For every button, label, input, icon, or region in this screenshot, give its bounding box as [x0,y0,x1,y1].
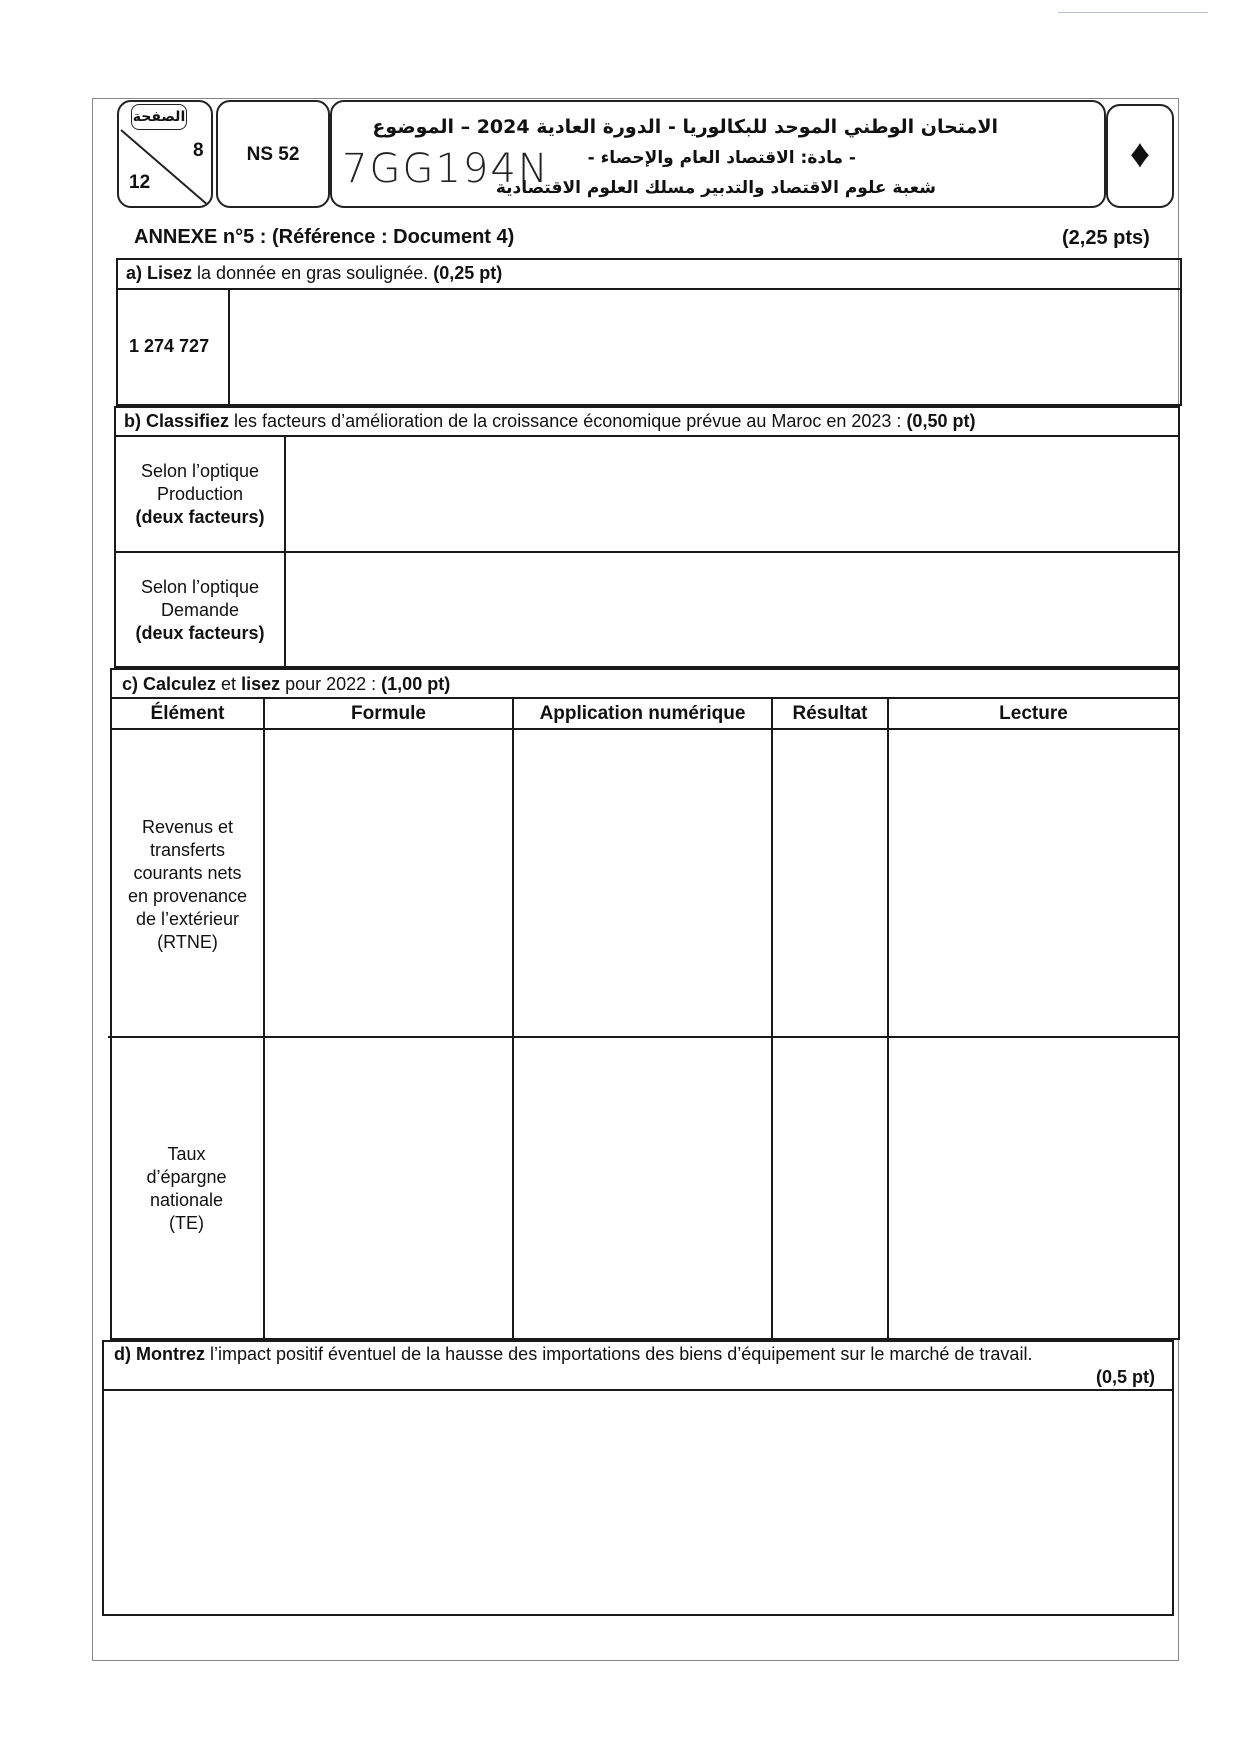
diamond-icon: ♦ [1129,132,1151,176]
handwritten-code: 7GG194N [342,146,550,192]
page-label: الصفحة [131,104,187,130]
section-a-verb: Lisez [147,263,193,283]
section-b-divider [114,435,1180,437]
rtne-line3: courants nets [133,863,242,883]
page-current: 8 [193,140,204,161]
annexe-title: ANNEXE n°5 : (Référence : Document 4) [134,226,515,248]
section-b-points: (0,50 pt) [906,411,976,431]
section-c-letter: c) [122,674,144,694]
col-line-3 [771,698,773,1340]
rtne-line2: transferts [149,840,226,860]
col-line-2 [512,698,514,1340]
rtne-line5: de l’extérieur [135,909,240,929]
exam-title-line1: الامتحان الوطني الموحد للبكالوريا - الدورة العادية 2024 – الموضوع [372,116,998,138]
exam-title-box [330,100,1106,208]
rtne-label [112,816,263,954]
diamond-box [1106,104,1174,208]
page-number-box [117,100,213,208]
header-element: Élément [150,703,225,724]
demande-answer-area[interactable] [288,554,1178,666]
optique-production-label [116,460,284,529]
section-b-letter: b) [124,411,146,431]
optique-demande-line3: (deux facteurs) [135,623,265,643]
te-line1: Taux [167,1144,206,1164]
section-d-points: (0,5 pt) [1096,1367,1156,1387]
section-c-row-divider [108,1036,1180,1038]
section-c-points: (1,00 pt) [381,674,451,694]
te-label [110,1143,263,1235]
section-a-text: la donnée en gras soulignée. [192,263,434,283]
te-application-cell[interactable] [515,1039,770,1338]
te-line3: nationale [149,1190,224,1210]
section-c-mid: et [216,674,242,694]
section-b-text: les facteurs d’amélioration de la croissance économique prévue au Maroc en 2023 : [229,411,907,431]
section-a-letter: a) [126,263,148,283]
section-d-verb: Montrez [136,1344,205,1364]
te-formule-cell[interactable] [266,1039,511,1338]
header-application: Application numérique [539,703,746,724]
section-b-verb: Classifiez [146,411,230,431]
section-d-question [114,1344,1032,1365]
section-c-question [122,674,450,695]
section-a-value: 1 274 727 [129,336,210,356]
section-d-answer-area[interactable] [104,1392,1172,1614]
optique-demande-line1: Selon l’optique [140,577,260,597]
section-b-question [124,411,975,432]
te-line2: d’épargne [146,1167,227,1187]
optique-production-line3: (deux facteurs) [135,507,265,527]
annexe-points: (2,25 pts) [1062,227,1150,249]
section-b-row-divider [114,551,1180,553]
rtne-formule-cell[interactable] [266,731,511,1035]
te-resultat-cell[interactable] [774,1039,886,1338]
section-c-verb1: Calculez [143,674,217,694]
section-d-letter: d) [114,1344,136,1364]
section-d-text: l’impact positif éventuel de la hausse des importations des biens d’équipement sur le marché de travail. [205,1344,1033,1364]
te-lecture-cell[interactable] [890,1039,1177,1338]
code-box [216,100,330,208]
section-c-verb2: lisez [241,674,281,694]
section-c-header-divider [110,728,1180,730]
rtne-line1: Revenus et [141,817,234,837]
section-d-divider [102,1389,1174,1391]
section-a-points: (0,25 pt) [433,263,503,283]
header-resultat: Résultat [792,703,868,724]
page-total: 12 [129,172,151,193]
rtne-line6: (RTNE) [157,932,218,952]
te-line4: (TE) [169,1213,204,1233]
rtne-line4: en provenance [127,886,248,906]
section-a-question [126,263,502,284]
section-c-text: pour 2022 : [280,674,382,694]
optique-production-line2: Production [156,484,244,504]
section-a-vline [228,289,230,406]
exam-code: NS 52 [246,144,300,165]
production-answer-area[interactable] [288,438,1178,550]
optique-demande-line2: Demande [160,600,240,620]
header-formule: Formule [351,703,426,724]
header-lecture: Lecture [999,703,1068,724]
section-c-divider [110,697,1180,699]
exam-subject-line: - مادة: الاقتصاد العام والإحصاء - [587,148,856,168]
section-a-answer-area[interactable] [232,292,1178,404]
scan-mark-line [1058,12,1208,13]
rtne-resultat-cell[interactable] [774,731,886,1035]
rtne-application-cell[interactable] [515,731,770,1035]
exam-stream-line: شعبة علوم الاقتصاد والتدبير مسلك العلوم الاقتصادية [495,178,936,198]
rtne-lecture-cell[interactable] [890,731,1177,1035]
optique-production-line1: Selon l’optique [140,461,260,481]
col-line-1 [263,698,265,1340]
col-line-4 [887,698,889,1340]
section-a-divider [116,288,1182,290]
optique-demande-label [116,576,284,645]
